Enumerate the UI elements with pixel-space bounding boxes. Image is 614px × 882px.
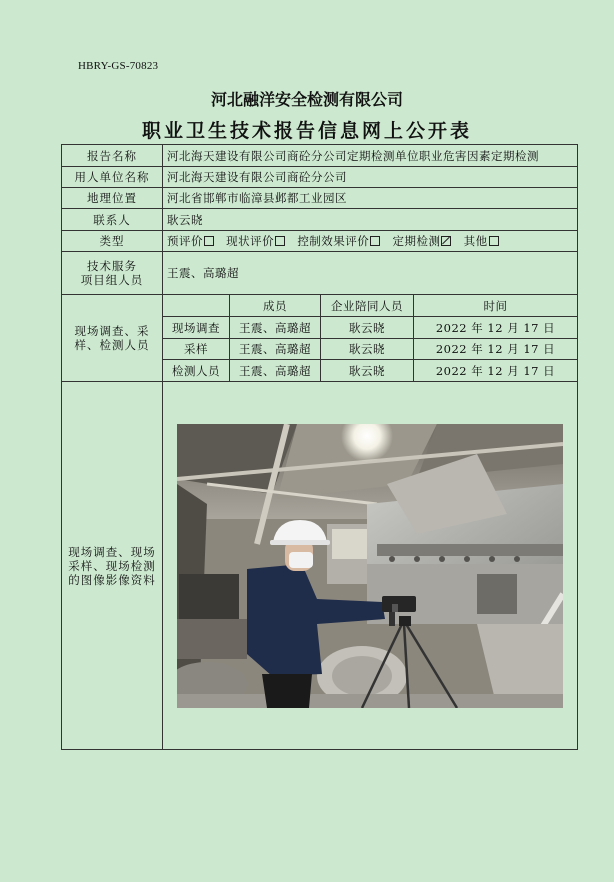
label-type: 类型 — [62, 231, 163, 252]
option-control-effect: 控制效果评价 — [297, 234, 370, 248]
label-images: 现场调查、现场采样、现场检测的图像影像资料 — [62, 382, 163, 750]
header-company-staff: 企业陪同人员 — [321, 295, 414, 317]
image-cell — [163, 382, 578, 750]
checkbox-pre-evaluation[interactable] — [204, 236, 214, 246]
label-report-name: 报告名称 — [62, 145, 163, 167]
members-survey: 王震、高璐超 — [230, 317, 321, 339]
time-survey: 2022 年 12 月 17 日 — [414, 317, 578, 339]
option-pre-evaluation: 预评价 — [167, 234, 203, 248]
label-tech-team-line1: 技术服务 — [87, 259, 137, 273]
row-type — [62, 231, 578, 252]
row-location — [62, 188, 578, 209]
row-report-name — [62, 145, 578, 167]
staff-testing: 耿云晓 — [321, 360, 414, 382]
value-location: 河北省邯郸市临漳县邺都工业园区 — [163, 188, 578, 209]
time-testing: 2022 年 12 月 17 日 — [414, 360, 578, 382]
task-sampling: 采样 — [163, 339, 230, 360]
task-survey: 现场调查 — [163, 317, 230, 339]
row-employer — [62, 167, 578, 188]
label-contact: 联系人 — [62, 209, 163, 231]
company-name: 河北融洋安全检测有限公司 — [210, 90, 403, 109]
type-options — [163, 231, 578, 252]
value-employer: 河北海天建设有限公司商砼分公司 — [163, 167, 578, 188]
checkbox-control-effect[interactable] — [370, 236, 380, 246]
task-testing: 检测人员 — [163, 360, 230, 382]
value-tech-team: 王震、高璐超 — [163, 252, 578, 295]
document-number: HBRY-GS-70823 — [78, 60, 159, 72]
label-tech-team — [62, 252, 163, 295]
row-tech-team — [62, 252, 578, 295]
row-images — [62, 382, 578, 750]
header-blank — [163, 295, 230, 317]
option-status-evaluation: 现状评价 — [226, 234, 275, 248]
form-title: 职业卫生技术报告信息网上公开表 — [141, 120, 472, 142]
staff-survey: 耿云晓 — [321, 317, 414, 339]
members-testing: 王震、高璐超 — [230, 360, 321, 382]
value-report-name: 河北海天建设有限公司商砼分公司定期检测单位职业危害因素定期检测 — [163, 145, 578, 167]
label-site-staff: 现场调查、采样、检测人员 — [62, 295, 163, 382]
checkbox-periodic-test[interactable] — [441, 236, 451, 246]
label-tech-team-line2: 项目组人员 — [80, 273, 144, 287]
site-inspection-photo — [177, 424, 563, 708]
disclosure-table — [61, 144, 578, 750]
members-sampling: 王震、高璐超 — [230, 339, 321, 360]
option-periodic-test: 定期检测 — [392, 234, 441, 248]
checkbox-status-evaluation[interactable] — [275, 236, 285, 246]
header-members: 成员 — [230, 295, 321, 317]
header-time: 时间 — [414, 295, 578, 317]
row-site-header — [62, 295, 578, 317]
staff-sampling: 耿云晓 — [321, 339, 414, 360]
option-other: 其他 — [463, 234, 488, 248]
label-location: 地理位置 — [62, 188, 163, 209]
checkbox-other[interactable] — [489, 236, 499, 246]
row-contact — [62, 209, 578, 231]
value-contact: 耿云晓 — [163, 209, 578, 231]
time-sampling: 2022 年 12 月 17 日 — [414, 339, 578, 360]
label-employer: 用人单位名称 — [62, 167, 163, 188]
